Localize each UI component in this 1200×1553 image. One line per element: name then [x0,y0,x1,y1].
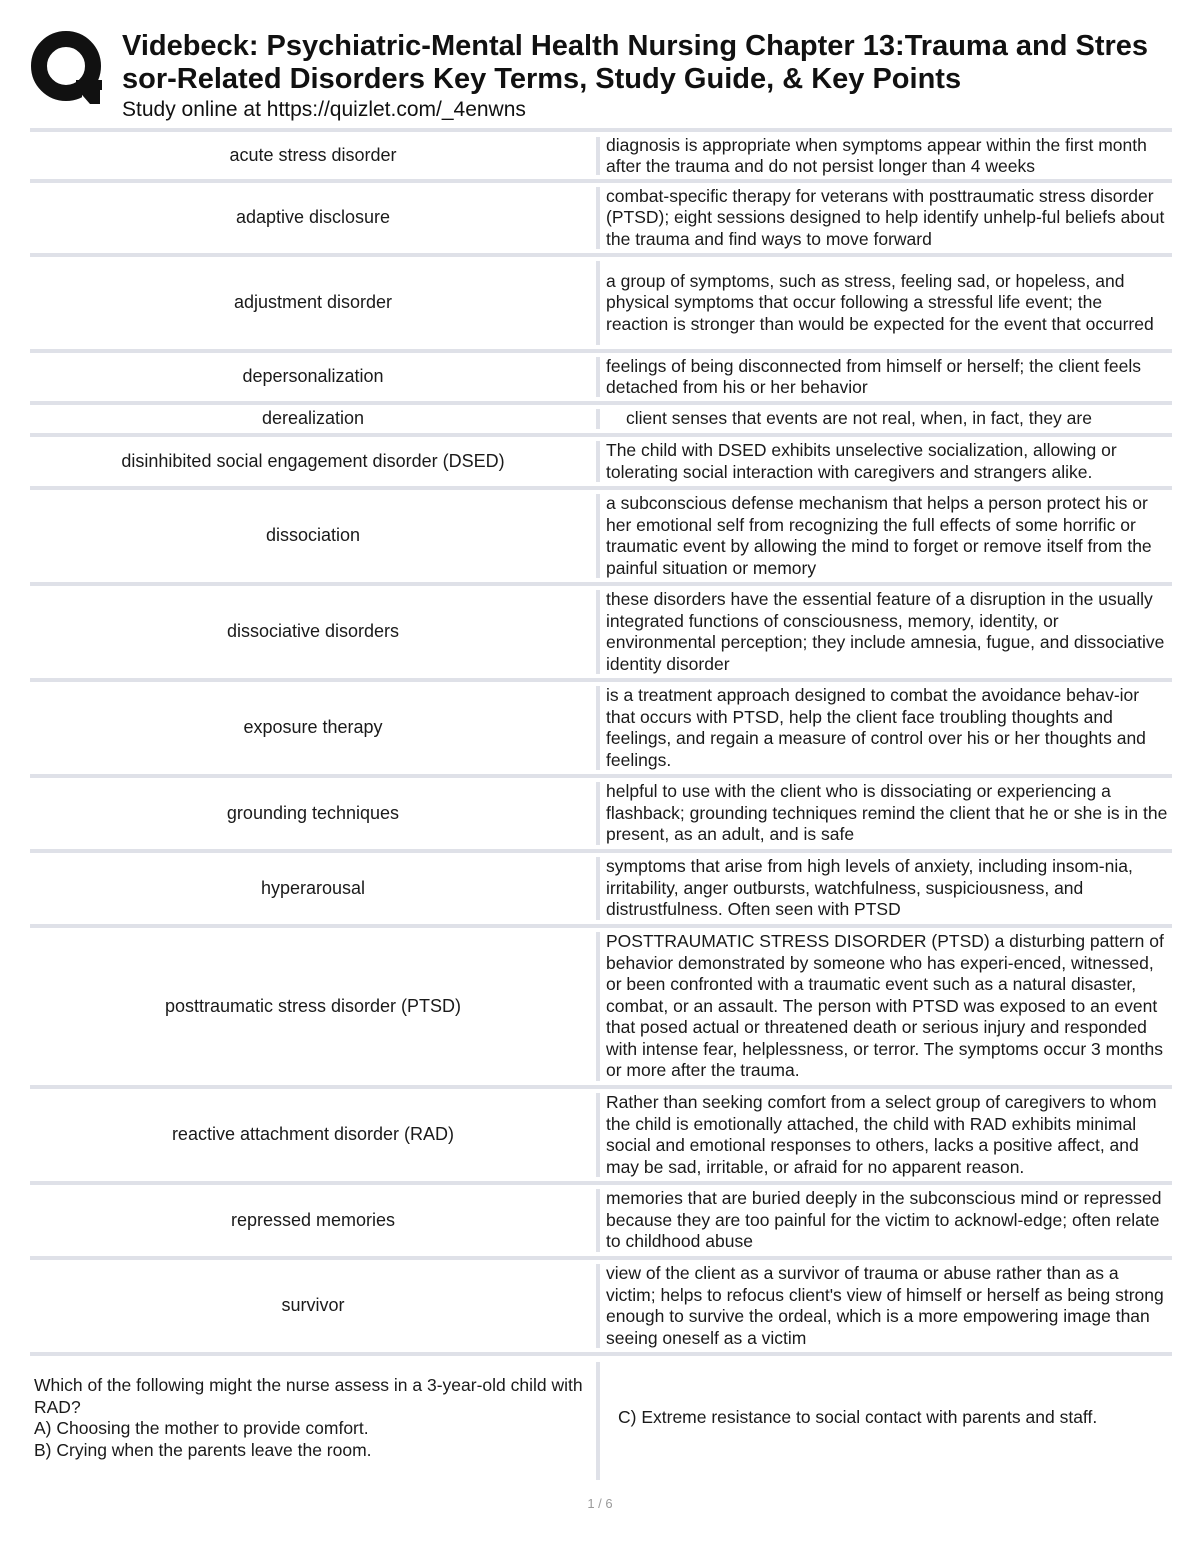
table-row [30,133,1172,183]
definition-text: memories that are buried deeply in the subconscious mind or repressed because they are too painful for the victim to acknowl-edge; often relate to childhood abuse [606,1188,1162,1252]
table-row [30,1185,1172,1260]
document-header [122,30,1200,123]
table-row [30,437,1172,490]
term-cell: dissociative disorders [226,621,400,642]
table-row [30,586,1172,682]
definition-text: a subconscious defense mechanism that helps a person protect his or her emotional self from recognizing the full effects of some horrific or traumatic event by allowing the mind to forget or remove itself from the painful situation or memory [606,493,1152,578]
definition-text: symptoms that arise from high levels of anxiety, including insom-nia, irritability, anger outbursts, watchfulness, suspiciousness, and distrustfulness. Often seen with PTSD [606,856,1133,920]
definition-text: The child with DSED exhibits unselective socialization, allowing or tolerating social interaction with caregivers and strangers alike. [606,440,1117,482]
definition-cell [600,1260,1172,1352]
definition-text: diagnosis is appropriate when symptoms appear within the first month after the trauma and do not persist longer than 4 weeks [606,134,1147,176]
term-cell: depersonalization [242,366,384,387]
definition-cell [600,437,1172,486]
term-cell: grounding techniques [226,802,400,823]
definition-text: client senses that events are not real, when, in fact, they are [626,408,1092,429]
definition-cell [600,1089,1172,1181]
definition-text: combat-specific therapy for veterans with posttraumatic stress disorder (PTSD); eight sessions designed to help identify unhelp-ful beliefs about the trauma and find ways to move forward [606,185,1165,249]
question-cell [30,1356,596,1480]
definition-cell [600,928,1172,1085]
definition-text: POSTTRAUMATIC STRESS DISORDER (PTSD) a disturbing pattern of behavior demonstrated by someone who has experi-enced, witnessed, or been confronted with a traumatic event such as a natural disaster, combat, or an assault. The person with PTSD was exposed to an event that posed actual or threatened death or serious injury and responded with intense fear, helplessness, or terror. The symptoms occur 3 months or more after the trauma. [606,931,1164,1081]
definition-cell [600,257,1172,349]
term-cell: hyperarousal [260,877,366,898]
definition-cell [600,133,1172,179]
definition-cell [600,1185,1172,1256]
answer-text: C) Extreme resistance to social contact with parents and staff. [618,1407,1098,1428]
question-text: Which of the following might the nurse assess in a 3-year-old child with RAD? [34,1375,583,1417]
term-cell: dissociation [265,525,361,546]
definition-cell [600,405,1172,433]
title-line-1: Videbeck: Psychiatric-Mental Health Nursing Chapter 13:Trauma and Stres [122,30,1149,62]
table-row [30,928,1172,1089]
definition-text: view of the client as a survivor of trauma or abuse rather than as a victim; helps to refocus client's view of himself or herself as being strong enough to survive the ordeal, which is a more empowering image than seeing oneself as a victim [606,1263,1164,1348]
definition-cell [600,353,1172,401]
term-cell: acute stress disorder [229,145,397,166]
definition-cell [600,183,1172,253]
definition-text: feelings of being disconnected from himself or herself; the client feels detached from his or her behavior [606,355,1142,397]
definition-text: these disorders have the essential feature of a disruption in the usually integrated functions of consciousness, memory, identity, or environmental perception; they include amnesia, fugue, and dissociative identity disorder [606,589,1165,674]
term-cell: adjustment disorder [233,292,393,313]
term-cell: exposure therapy [243,717,383,738]
table-row [30,1260,1172,1356]
definition-cell [600,490,1172,582]
table-row [30,778,1172,853]
option-b: B) Crying when the parents leave the room. [34,1439,372,1460]
definition-cell [600,778,1172,849]
definition-text: helpful to use with the client who is dissociating or experiencing a flashback; grounding techniques remind the client that he or she is in the present, as an adult, and is safe [606,781,1168,845]
term-cell: disinhibited social engagement disorder (DSED) [121,450,505,471]
table-row [30,490,1172,586]
quizlet-q-logo-icon [30,30,104,106]
table-row [30,353,1172,405]
term-cell: posttraumatic stress disorder (PTSD) [164,995,462,1016]
term-cell: derealization [261,408,365,429]
definition-cell [600,682,1172,774]
table-row [30,405,1172,437]
term-cell: repressed memories [230,1209,396,1230]
answer-cell [600,1356,1172,1480]
definition-cell [600,853,1172,924]
table-row [30,1089,1172,1185]
flashcard-table [30,133,1172,1480]
title-line-2: sor-Related Disorders Key Terms, Study Guide, & Key Points [122,63,962,95]
term-cell: reactive attachment disorder (RAD) [171,1124,455,1145]
table-row [30,853,1172,928]
table-row [30,257,1172,353]
option-a: A) Choosing the mother to provide comfort. [34,1418,369,1438]
study-online-link[interactable]: Study online at https://quizlet.com/_4enwns [122,98,526,121]
table-row [30,183,1172,257]
page-number: 1 / 6 [587,1496,613,1511]
term-cell: adaptive disclosure [235,207,391,228]
table-row [30,682,1172,778]
definition-text: a group of symptoms, such as stress, feeling sad, or hopeless, and physical symptoms that occur following a stressful life event; the reaction is stronger than would be expected for the event that occurred [606,270,1154,334]
header-divider [30,128,1172,132]
definition-text: Rather than seeking comfort from a select group of caregivers to whom the child is emotionally attached, the child with RAD exhibits minimal social and emotional responses to others, lacks a positive affect, and may be sad, irritable, or afraid for no apparent reason. [606,1092,1157,1177]
definition-text: is a treatment approach designed to combat the avoidance behav-ior that occurs with PTSD, help the client face troubling thoughts and feelings, and regain a measure of control over his or her thoughts and feelings. [606,685,1146,770]
definition-cell [600,586,1172,678]
term-cell: survivor [281,1295,345,1316]
question-row [30,1356,1172,1480]
